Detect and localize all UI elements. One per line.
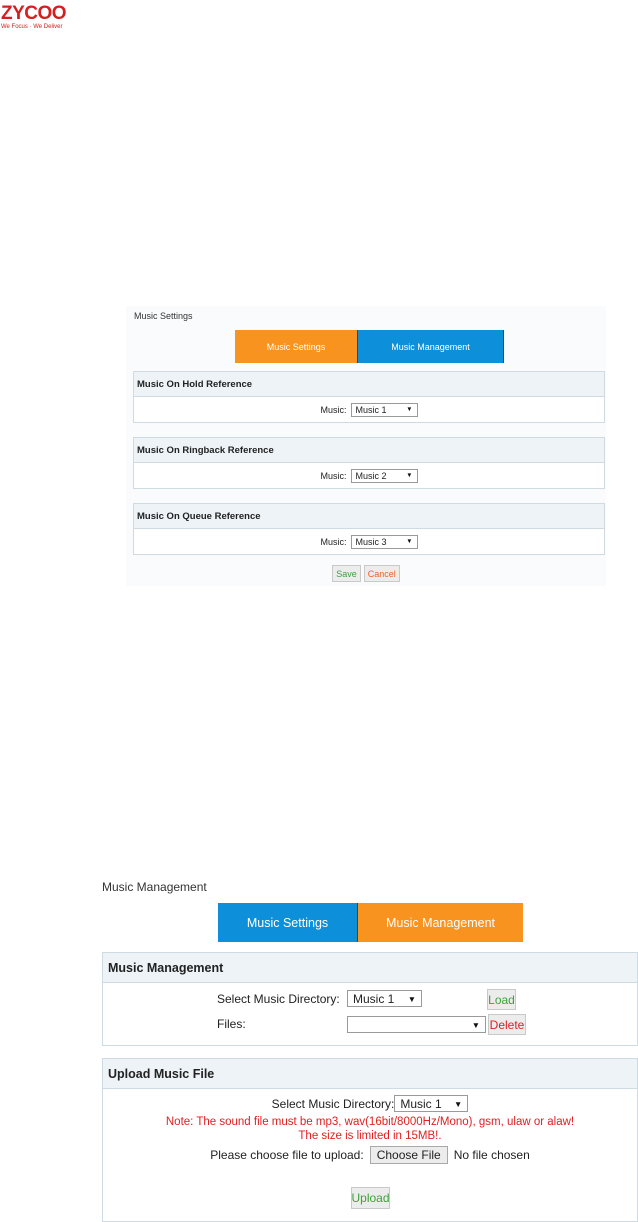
- dropdown-arrow-icon: ▼: [407, 993, 416, 1004]
- select-value: Music 1: [353, 991, 395, 1006]
- music-label: Music:: [320, 536, 347, 547]
- queue-music-select[interactable]: [351, 535, 418, 549]
- hold-reference-section: [133, 371, 605, 423]
- no-file-chosen-text: No file chosen: [453, 1148, 530, 1162]
- file-chooser-row: [103, 1146, 637, 1164]
- section-heading: Upload Music File: [103, 1059, 637, 1089]
- music-directory-select[interactable]: [347, 990, 422, 1007]
- delete-button[interactable]: Delete: [488, 1014, 526, 1035]
- music-management-section: [102, 952, 638, 1046]
- cancel-button[interactable]: Cancel: [364, 565, 400, 582]
- tab-music-settings[interactable]: Music Settings: [235, 330, 357, 363]
- queue-reference-section: [133, 503, 605, 555]
- files-select[interactable]: [347, 1016, 486, 1033]
- tab-music-settings[interactable]: Music Settings: [218, 903, 358, 942]
- tab-music-management[interactable]: Music Management: [358, 903, 523, 942]
- hold-music-select[interactable]: [351, 403, 418, 417]
- upload-music-section: [102, 1058, 638, 1222]
- music-management-panel: [100, 876, 638, 1222]
- select-value: Music 1: [355, 404, 387, 415]
- dropdown-arrow-icon: ▼: [406, 472, 413, 479]
- files-label: Files:: [217, 1017, 246, 1031]
- music-settings-panel: [126, 306, 606, 586]
- panel-title: Music Management: [102, 880, 207, 894]
- music-row: [134, 397, 604, 422]
- music-row: [134, 529, 604, 554]
- dropdown-arrow-icon: ▼: [471, 1019, 480, 1030]
- upload-button[interactable]: Upload: [351, 1187, 390, 1209]
- section-heading: Music On Hold Reference: [134, 372, 604, 397]
- music-label: Music:: [320, 470, 347, 481]
- zycoo-logo: [0, 0, 84, 34]
- upload-directory-select[interactable]: [394, 1095, 468, 1112]
- choose-file-button[interactable]: Choose File: [370, 1146, 448, 1164]
- select-directory-label: Select Music Directory:: [217, 992, 340, 1006]
- form-actions: [126, 565, 606, 582]
- logo-tagline: We Focus · We Deliver: [1, 24, 63, 30]
- load-button[interactable]: Load: [487, 989, 516, 1010]
- choose-file-label: Please choose file to upload:: [210, 1148, 364, 1162]
- select-value: Music 2: [355, 470, 387, 481]
- music-row: [134, 463, 604, 488]
- panel-title: Music Settings: [134, 311, 193, 321]
- tab-bar: [218, 903, 523, 942]
- section-heading: Music On Ringback Reference: [134, 438, 604, 463]
- tab-music-management[interactable]: Music Management: [357, 330, 504, 363]
- dropdown-arrow-icon: ▼: [454, 1098, 463, 1109]
- tab-bar: [235, 330, 504, 363]
- select-directory-label: Select Music Directory:: [271, 1096, 395, 1111]
- upload-directory-row: [103, 1095, 637, 1112]
- ringback-reference-section: [133, 437, 605, 489]
- save-button[interactable]: Save: [332, 565, 361, 582]
- select-value: Music 3: [355, 536, 387, 547]
- ringback-music-select[interactable]: [351, 469, 418, 483]
- dropdown-arrow-icon: ▼: [406, 406, 413, 413]
- dropdown-arrow-icon: ▼: [406, 538, 413, 545]
- section-heading: Music Management: [103, 953, 637, 983]
- logo-wordmark: ZYCOO: [1, 3, 67, 24]
- select-value: Music 1: [400, 1096, 442, 1111]
- section-heading: Music On Queue Reference: [134, 504, 604, 529]
- music-label: Music:: [320, 404, 347, 415]
- format-note: Note: The sound file must be mp3, wav(16bit/8000Hz/Mono), gsm, ulaw or alaw!: [165, 1116, 575, 1128]
- size-note: The size is limited in 15MB!.: [298, 1130, 442, 1142]
